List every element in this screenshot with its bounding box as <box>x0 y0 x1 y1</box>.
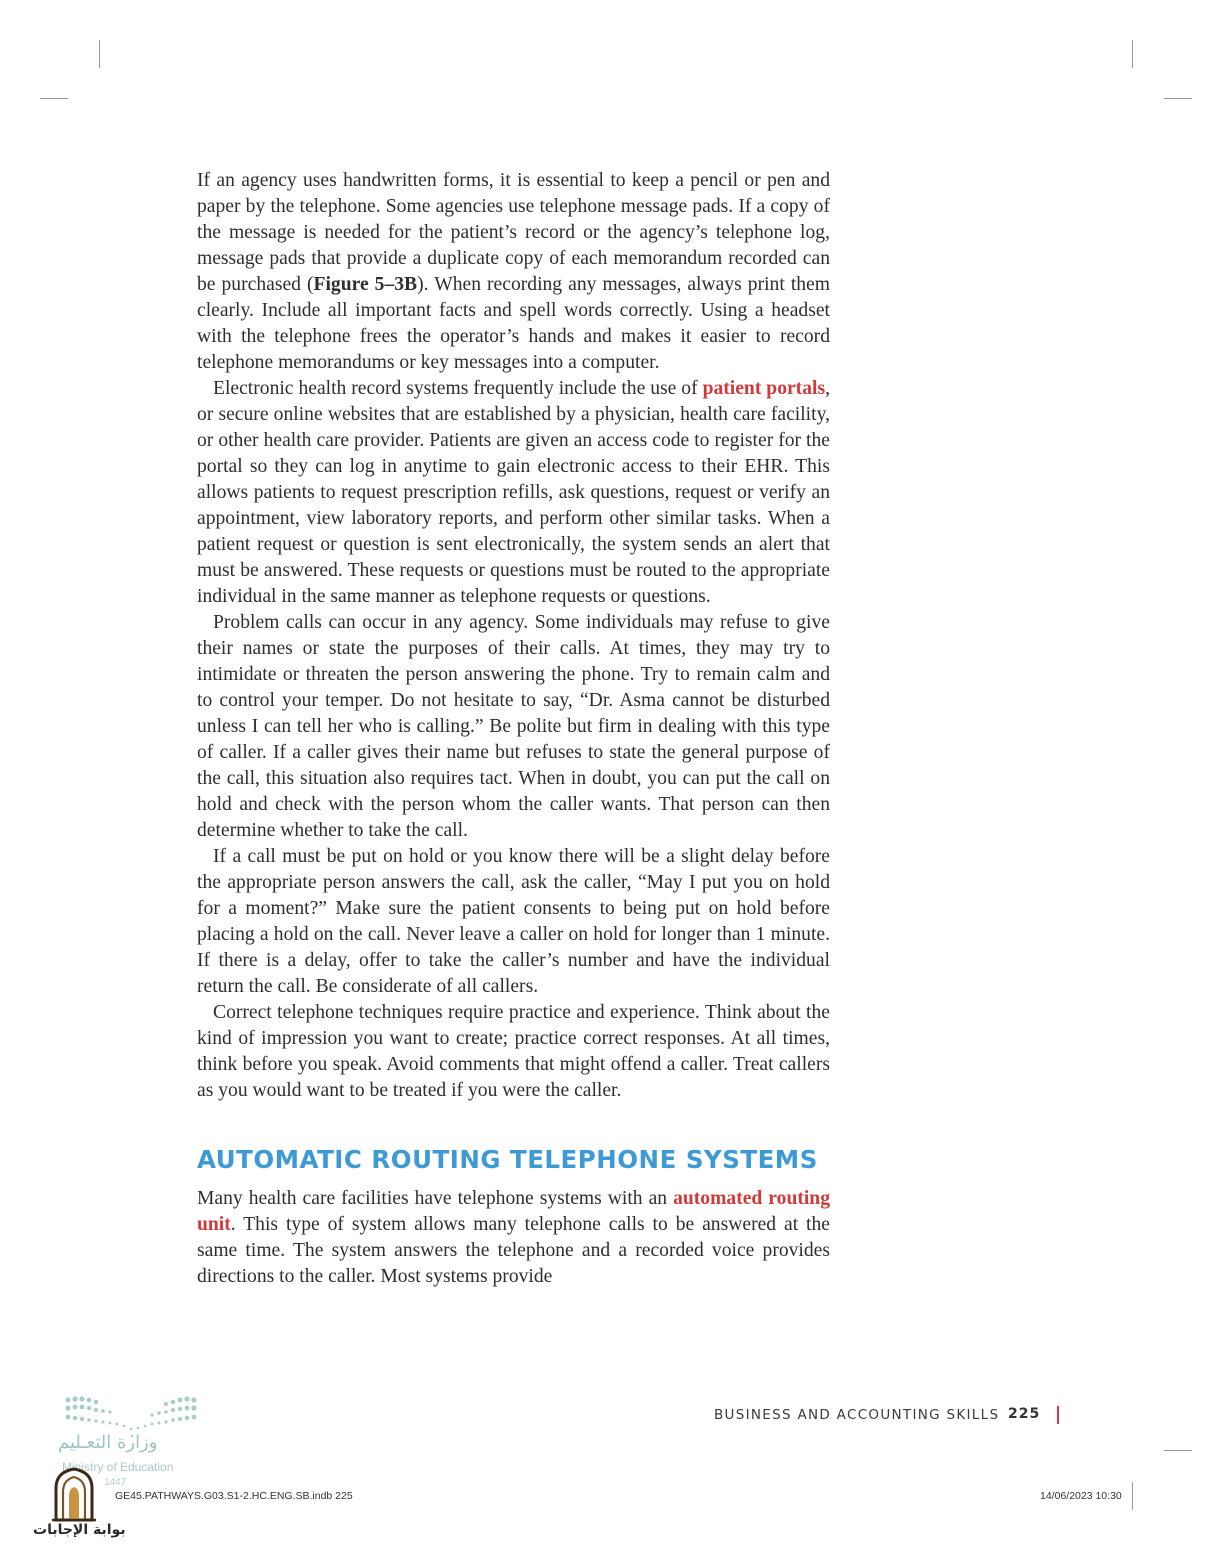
crop-mark-top-left <box>99 40 100 68</box>
figure-reference[interactable]: Figure 5–3B <box>313 274 418 295</box>
page-body <box>197 168 830 1290</box>
crop-mark-bottom-right <box>1132 1482 1133 1510</box>
paragraph-patient-portals: Electronic health record systems frequently include the use of patient portals, or secure online websites that are established by a physician, health care facility, or other health care provider. Patients are given an access code to register for the portal so they can log in anytime to gain electronic access to their EHR. This allows patients to request prescription refills, ask questions, request or verify an appointment, view laboratory reports, and perform other similar tasks. When a patient request or question is sent electronically, the system sends an alert that must be answered. These requests or questions must be routed to the appropriate individual in the same manner as telephone requests or questions. <box>197 378 830 607</box>
crop-mark-right-bottom <box>1164 1450 1192 1451</box>
slug-date: 14/06/2023 10:30 <box>1040 1490 1122 1502</box>
crop-mark-top-right <box>1132 40 1133 68</box>
section-heading: AUTOMATIC ROUTING TELEPHONE SYSTEMS <box>197 1145 818 1174</box>
running-head: BUSINESS AND ACCOUNTING SKILLS <box>714 1407 1000 1423</box>
ministry-year: 1447 <box>104 1477 127 1488</box>
slug-filename: GE45.PATHWAYS.G03.S1-2.HC.ENG.SB.indb 225 <box>115 1490 353 1502</box>
paragraph-hold-calls: If a call must be put on hold or you know there will be a slight delay before the appropriate person answers the call, ask the caller, “May I put you on hold for a moment?” Make sure the patient consents to being put on hold before placing a hold on the call. Never leave a caller on hold for longer than 1 minute. If there is a delay, offer to take the caller’s number and have the individual return the call. Be considerate of all callers. <box>197 846 830 997</box>
crop-mark-left-top <box>40 98 68 99</box>
gate-arch-icon <box>50 1466 98 1522</box>
keyword-patient-portals[interactable]: patient portals <box>702 378 826 399</box>
crop-mark-right-top <box>1164 98 1192 99</box>
page-number: 225 <box>1008 1406 1041 1422</box>
page-number-bar <box>1057 1406 1059 1424</box>
ministry-english-name: Ministry of Education <box>62 1460 174 1474</box>
paragraph-problem-calls: Problem calls can occur in any agency. Some individuals may refuse to give their names or state the purposes of their calls. At times, they may try to intimidate or threaten the person answering the phone. Try to remain calm and to control your temper. Do not hesitate to say, “Dr. Asma cannot be disturbed unless I can tell her who is calling.” Be polite but firm in dealing with this type of caller. If a caller gives their name but refuses to state the general purpose of the call, this situation also requires tact. When in doubt, you can put the call on hold and check with the person whom the caller wants. That person can then determine whether to take the call. <box>197 612 830 841</box>
ministry-logo-dots-icon <box>60 1374 205 1474</box>
keyword-automated-routing-unit[interactable]: automated routing unit <box>197 1188 830 1235</box>
ministry-arabic-name: وزارة التعـليم <box>58 1432 158 1453</box>
paragraph-automated-routing: Many health care facilities have telephone systems with an automated routing unit. This type of system allows many telephone calls to be answered at the same time. The system answers the telephone and a recorded voice provides directions to the caller. Most systems provide <box>197 1188 830 1287</box>
paragraph-handwritten-forms: If an agency uses handwritten forms, it is essential to keep a pencil or pen and paper by the telephone. Some agencies use telephone message pads. If a copy of the message is needed for the patient’s record or the agency’s telephone log, message pads that provide a duplicate copy of each memorandum recorded can be purchased (Figure 5–3B). When recording any messages, always print them clearly. Include all important facts and spell words correctly. Using a headset with the telephone frees the operator’s hands and makes it easier to record telephone memorandums or key messages into a computer. <box>197 170 830 373</box>
paragraph-correct-techniques: Correct telephone techniques require practice and experience. Think about the kind of impression you want to create; practice correct responses. At all times, think before you speak. Avoid comments that might offend a caller. Treat callers as you would want to be treated if you were the caller. <box>197 1002 830 1101</box>
gate-label: بوابة الإجابات <box>33 1522 126 1538</box>
